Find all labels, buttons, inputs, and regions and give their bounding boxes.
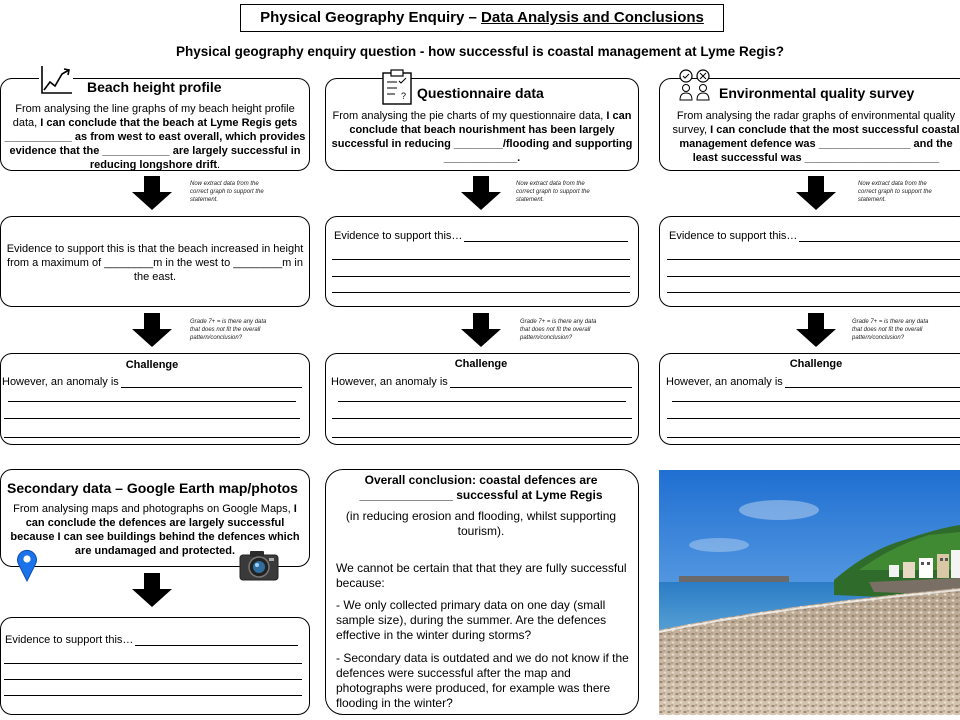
beach-challenge-text: However, an anomaly is <box>2 376 119 388</box>
questionnaire-heading: Questionnaire data <box>417 85 544 101</box>
down-arrow-icon <box>132 176 172 210</box>
people-check-icon <box>678 69 712 101</box>
secondary-heading: Secondary data – Google Earth map/photos <box>7 480 298 496</box>
answer-line <box>667 292 960 293</box>
answer-line <box>332 418 632 419</box>
clipboard-icon <box>382 69 412 105</box>
title-underlined: Data Analysis and Conclusions <box>481 9 704 26</box>
camera-icon <box>239 549 279 581</box>
answer-line <box>667 437 960 438</box>
lyme-regis-beach-image <box>659 470 960 715</box>
beach-text-end: . <box>217 159 221 171</box>
secondary-evidence-text: Evidence to support this… <box>5 634 134 646</box>
answer-line <box>667 259 960 260</box>
answer-line <box>332 259 630 260</box>
answer-line <box>672 401 960 402</box>
overall-paragraph-3: - Secondary data is outdated and we do not know if the defences were successful after the map and photographs were produced, for example was there flooding in the winter? <box>336 651 629 710</box>
down-arrow-icon <box>132 313 172 347</box>
environment-challenge-title: Challenge <box>789 358 843 370</box>
enquiry-question: Physical geography enquiry question - how successful is coastal management at Lyme Regis? <box>176 44 784 59</box>
answer-line <box>446 387 632 388</box>
down-arrow-icon <box>461 313 501 347</box>
answer-line <box>4 679 302 680</box>
questionnaire-text-intro: From analysing the pie charts of my questionnaire data, <box>332 110 607 122</box>
answer-line <box>116 387 302 388</box>
overall-paragraph-2: - We only collected primary data on one day (small sample size), during the summer. Are the defences effective in the winter during storms? <box>336 598 607 642</box>
beach-note-extract: Now extract data from the correct graph to support the statement. <box>190 181 264 203</box>
environment-text-bold: I can conclude that the most successful coastal management defence was _______________ and the least successful was ______________________ <box>679 124 960 164</box>
answer-line <box>332 292 630 293</box>
questionnaire-text-bold: I can conclude that beach nourishment has been largely successful in reducing ________/flooding and supporting ____________. <box>331 110 633 164</box>
answer-line <box>667 418 960 419</box>
environment-heading: Environmental quality survey <box>719 85 915 101</box>
answer-line <box>128 645 298 646</box>
environment-note-extract: Now extract data from the correct graph to support the statement. <box>858 181 932 203</box>
page-title <box>240 4 724 32</box>
secondary-evidence-box <box>0 617 310 715</box>
down-arrow-icon <box>796 176 836 210</box>
overall-heading: Overall conclusion: coastal defences are ______________ successful at Lyme Regis <box>359 473 603 502</box>
answer-line <box>456 241 628 242</box>
answer-line <box>4 437 300 438</box>
questionnaire-statement <box>329 109 635 165</box>
questionnaire-note-extract: Now extract data from the correct graph to support the statement. <box>516 181 590 203</box>
beach-statement <box>4 102 306 172</box>
questionnaire-evidence-text: Evidence to support this… <box>334 230 463 242</box>
beach-photo <box>659 470 960 715</box>
answer-line <box>338 401 626 402</box>
down-arrow-icon <box>796 313 836 347</box>
questionnaire-challenge-title: Challenge <box>454 358 508 370</box>
answer-line <box>8 401 296 402</box>
overall-paragraph-1: We cannot be certain that that they are fully successful because: <box>336 561 627 590</box>
beach-heading: Beach height profile <box>87 79 222 95</box>
secondary-text-bold: I can conclude the defences are largely successful because I can see buildings behind the defences which are undamaged and protected. <box>10 503 300 557</box>
beach-challenge-title: Challenge <box>125 359 179 371</box>
answer-line <box>4 695 302 696</box>
beach-text-bold: I can conclude that the beach at Lyme Regis gets ___________ as from west to east overall, which provides evidence that the ___________ are largely successful in reducing longshore drift <box>4 117 306 171</box>
down-arrow-icon <box>461 176 501 210</box>
environment-note-grade7: Grade 7+ = is there any data that does not fit the overall pattern/conclusion? <box>852 319 929 341</box>
environment-challenge-text: However, an anomaly is <box>666 376 783 388</box>
answer-line <box>790 241 960 242</box>
overall-subheading: (in reducing erosion and flooding, whilst supporting tourism). <box>345 509 617 538</box>
questionnaire-note-grade7: Grade 7+ = is there any data that does not fit the overall pattern/conclusion? <box>520 319 597 341</box>
beach-evidence-text: Evidence to support this is that the beach increased in height from a maximum of ________m in the west to ________m in the east. <box>6 243 304 283</box>
beach-text-intro: From analysing the line graphs of my beach height profile data, <box>12 103 295 129</box>
beach-note-grade7: Grade 7+ = is there any data that does not fit the overall pattern/conclusion? <box>190 319 267 341</box>
environment-statement <box>666 109 960 165</box>
map-pin-icon <box>16 548 38 582</box>
environment-evidence-text: Evidence to support this… <box>669 230 798 242</box>
answer-line <box>780 387 960 388</box>
line-graph-icon <box>38 64 74 96</box>
answer-line <box>667 276 960 277</box>
answer-line <box>4 418 300 419</box>
answer-line <box>332 437 632 438</box>
down-arrow-icon <box>132 573 172 607</box>
secondary-text-intro: From analysing maps and photographs on Google Maps, <box>13 503 294 515</box>
answer-line <box>332 276 630 277</box>
questionnaire-challenge-text: However, an anomaly is <box>331 376 448 388</box>
title-prefix: Physical Geography Enquiry – <box>260 9 482 26</box>
svg-text:?: ? <box>401 91 407 101</box>
answer-line <box>4 663 302 664</box>
environment-text-intro: From analysing the radar graphs of environmental quality survey, <box>672 110 956 136</box>
